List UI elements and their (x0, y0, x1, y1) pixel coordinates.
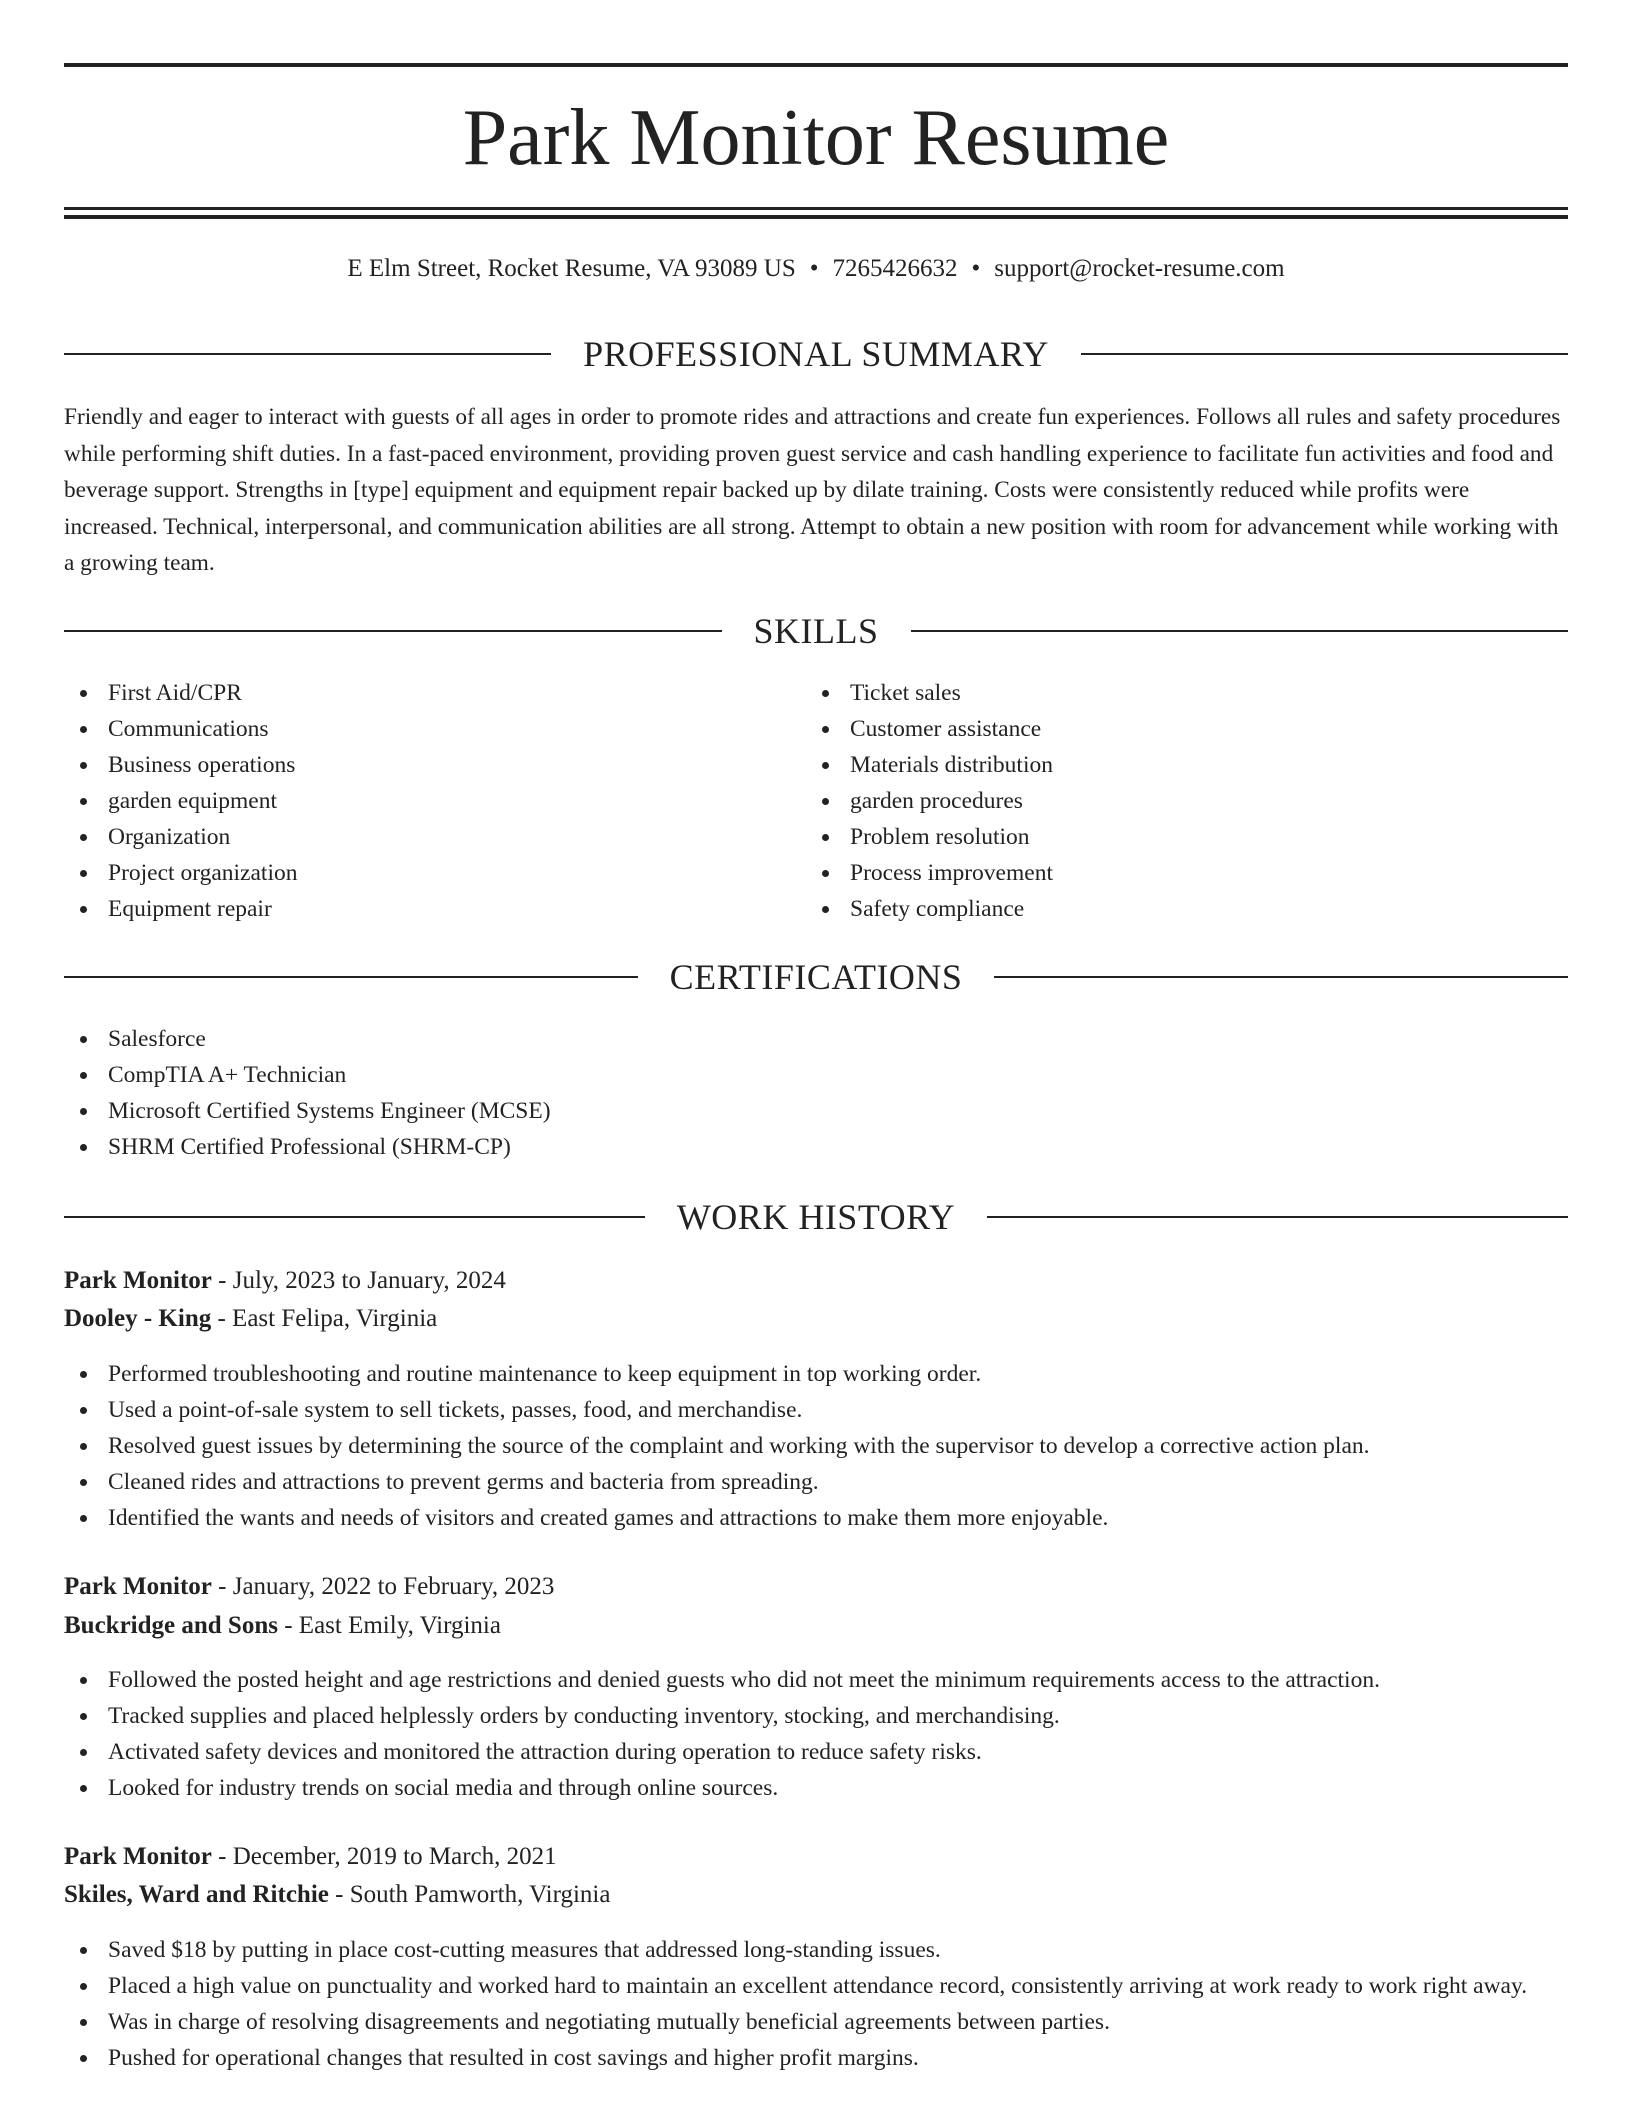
heading-rule-left (64, 1216, 645, 1218)
certification-item: SHRM Certified Professional (SHRM-CP) (64, 1129, 1568, 1165)
heading-rule-left (64, 976, 638, 978)
skills-list-left (64, 675, 764, 927)
skill-item: Ticket sales (806, 675, 1506, 711)
work-history-section-heading (64, 1194, 1568, 1240)
job-location: - East Emily, Virginia (277, 1612, 501, 1639)
job-employer-line (64, 1607, 501, 1645)
contact-separator: • (809, 255, 819, 282)
header-top-rule (64, 63, 1568, 67)
skills-list-right (806, 675, 1506, 927)
job-dates: - January, 2022 to February, 2023 (211, 1573, 555, 1600)
heading-rule-right (1081, 353, 1568, 355)
job-bullets (64, 1662, 1568, 1806)
skill-item: Communications (64, 711, 764, 747)
skills-section-heading (64, 608, 1568, 654)
skill-item: Customer assistance (806, 711, 1506, 747)
contact-separator: • (971, 255, 981, 282)
skill-item: garden procedures (806, 783, 1506, 819)
job-employer: Buckridge and Sons (64, 1612, 278, 1639)
job-bullet: Looked for industry trends on social media and through online sources. (64, 1770, 1568, 1806)
summary-text: Friendly and eager to interact with guests of all ages in order to promote rides and attractions and create fun experiences. Follows all rules and safety procedures while performing shift duties. In a fast-paced environment, providing proven guest service and cash handling experience to facilitate fun activities and food and beverage support. Strengths in [type] equipment and equipment repair backed up by dilate training. Costs were consistently reduced while profits were increased. Technical, interpersonal, and communication abilities are all strong. Attempt to obtain a new position with room for advancement while working with a growing team. (64, 404, 1561, 576)
job-bullet: Resolved guest issues by determining the source of the complaint and working with the supervisor to develop a corrective action plan. (64, 1428, 1568, 1464)
contact-phone: 7265426632 (832, 255, 958, 282)
job-title: Park Monitor (64, 1267, 212, 1294)
job-dates: - July, 2023 to January, 2024 (211, 1267, 506, 1294)
job-employer: Dooley - King (64, 1305, 212, 1332)
certifications-list (64, 1021, 1568, 1165)
skill-item: Materials distribution (806, 747, 1506, 783)
summary-heading-label: PROFESSIONAL SUMMARY (583, 334, 1049, 374)
skills-heading-label: SKILLS (753, 611, 879, 651)
heading-rule-right (911, 630, 1569, 632)
job-bullet: Performed troubleshooting and routine maintenance to keep equipment in top working order. (64, 1356, 1568, 1392)
job-title: Park Monitor (64, 1573, 212, 1600)
skill-item: Safety compliance (806, 891, 1506, 927)
work-history-heading-label: WORK HISTORY (676, 1197, 956, 1237)
contact-address: E Elm Street, Rocket Resume, VA 93089 US (347, 255, 796, 282)
job-bullet: Tracked supplies and placed helplessly orders by conducting inventory, stocking, and merchandising. (64, 1698, 1568, 1734)
job-title: Park Monitor (64, 1843, 212, 1870)
job-title-line (64, 1838, 557, 1876)
certification-item: Salesforce (64, 1021, 1568, 1057)
heading-rule-right (994, 976, 1568, 978)
job-location: - South Pamworth, Virginia (328, 1881, 611, 1908)
certification-item: Microsoft Certified Systems Engineer (MCSE) (64, 1093, 1568, 1129)
certification-item: CompTIA A+ Technician (64, 1057, 1568, 1093)
resume-title: Park Monitor Resume (462, 94, 1170, 182)
job-bullets (64, 1356, 1568, 1536)
job-employer: Skiles, Ward and Ritchie (64, 1881, 329, 1908)
job-bullet: Used a point-of-sale system to sell tickets, passes, food, and merchandise. (64, 1392, 1568, 1428)
skill-item: Organization (64, 819, 764, 855)
summary-section-heading (64, 331, 1568, 377)
contact-line (64, 252, 1568, 286)
job-employer-line (64, 1876, 610, 1914)
skill-item: Project organization (64, 855, 764, 891)
job-bullet: Saved $18 by putting in place cost-cutting measures that addressed long-standing issues. (64, 1932, 1568, 1968)
skill-item: Equipment repair (64, 891, 764, 927)
skill-item: Problem resolution (806, 819, 1506, 855)
job-title-line (64, 1262, 506, 1300)
certifications-section-heading (64, 954, 1568, 1000)
job-dates: - December, 2019 to March, 2021 (211, 1843, 557, 1870)
job-bullet: Placed a high value on punctuality and worked hard to maintain an excellent attendance record, consistently arriving at work ready to work right away. (64, 1968, 1568, 2004)
job-bullet: Identified the wants and needs of visitors and created games and attractions to make them more enjoyable. (64, 1500, 1568, 1536)
heading-rule-right (987, 1216, 1568, 1218)
header-double-rule-upper (64, 207, 1568, 210)
heading-rule-left (64, 353, 551, 355)
job-bullet: Pushed for operational changes that resulted in cost savings and higher profit margins. (64, 2040, 1568, 2076)
skill-item: Business operations (64, 747, 764, 783)
job-bullet: Was in charge of resolving disagreements and negotiating mutually beneficial agreements between parties. (64, 2004, 1568, 2040)
job-title-line (64, 1568, 554, 1606)
job-bullet: Followed the posted height and age restrictions and denied guests who did not meet the minimum requirements access to the attraction. (64, 1662, 1568, 1698)
heading-rule-left (64, 630, 722, 632)
job-bullets (64, 1932, 1568, 2076)
job-employer-line (64, 1300, 437, 1338)
skill-item: garden equipment (64, 783, 764, 819)
skill-item: Process improvement (806, 855, 1506, 891)
job-location: - East Felipa, Virginia (211, 1305, 438, 1332)
job-bullet: Activated safety devices and monitored the attraction during operation to reduce safety risks. (64, 1734, 1568, 1770)
certifications-heading-label: CERTIFICATIONS (669, 957, 963, 997)
job-bullet: Cleaned rides and attractions to prevent germs and bacteria from spreading. (64, 1464, 1568, 1500)
contact-email: support@rocket-resume.com (994, 255, 1285, 282)
header-double-rule-lower (64, 215, 1568, 219)
skill-item: First Aid/CPR (64, 675, 764, 711)
